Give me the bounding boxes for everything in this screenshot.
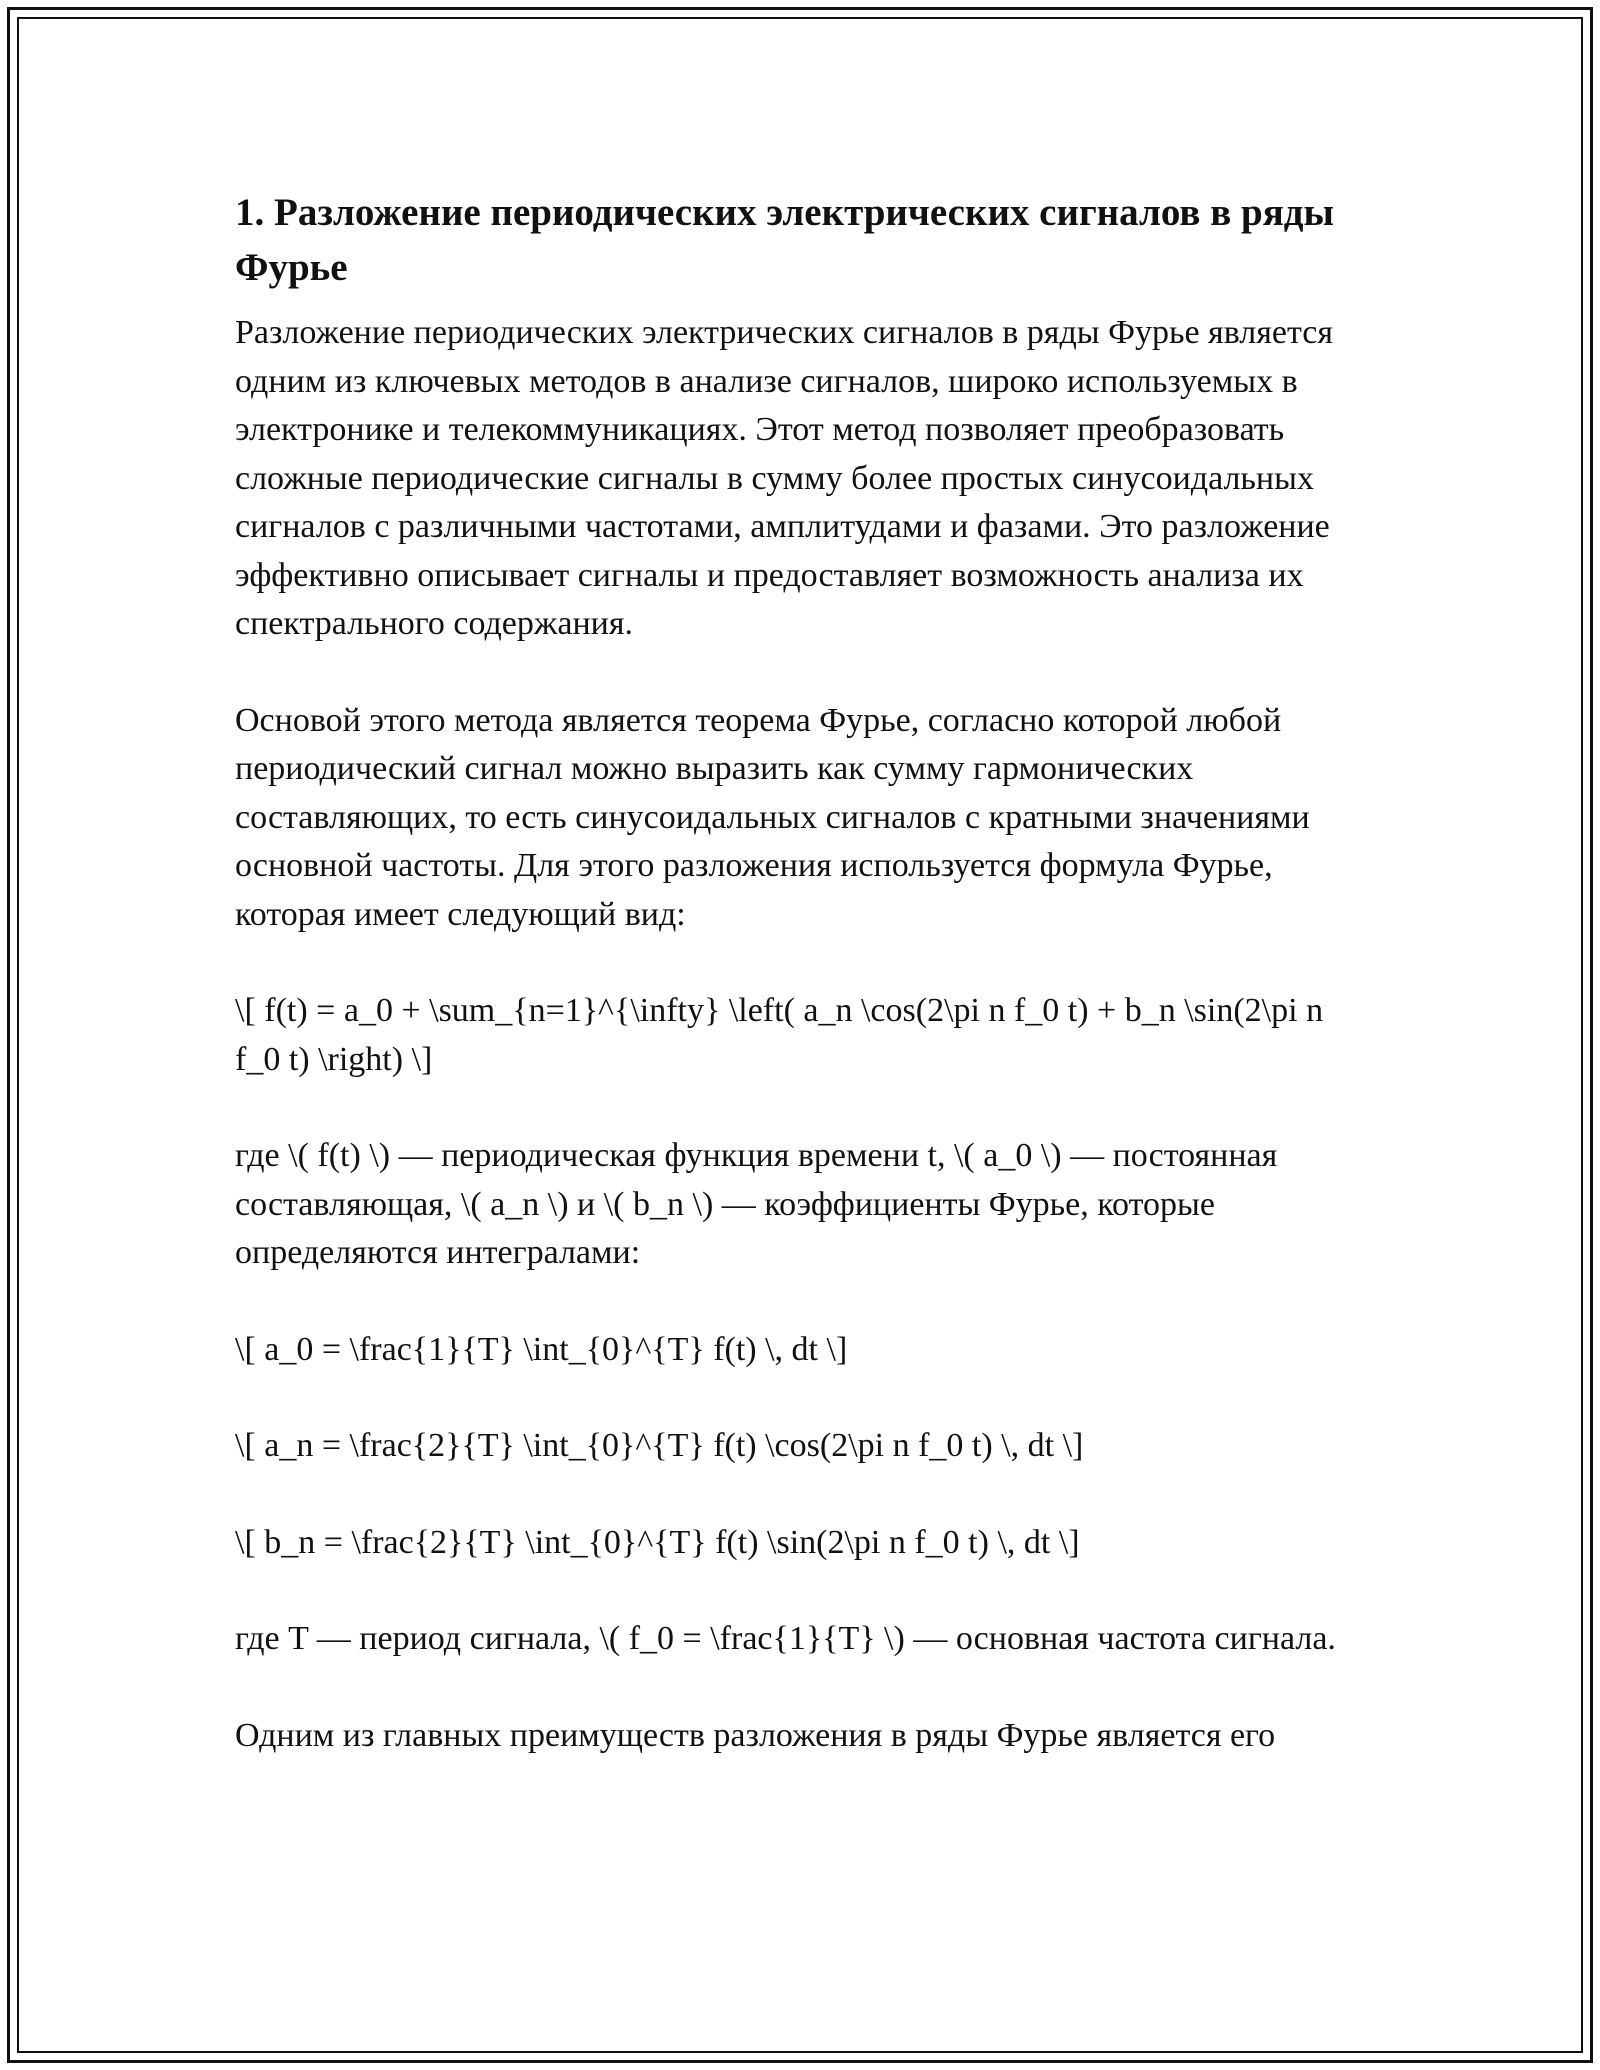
paragraph-advantages: Одним из главных преимуществ разложения в ряды Фурье является его (235, 1716, 1276, 1754)
paragraph-period: где T — период сигнала, \( f_0 = \frac{1}{T} \) — основная частота сигнала. (235, 1620, 1336, 1657)
document-body (235, 185, 1375, 1760)
formula-bn: \[ b_n = \frac{2}{T} \int_{0}^{T} f(t) \sin(2\pi n f_0 t) \, dt \] (235, 1523, 1080, 1561)
paragraph-coefficients: где \( f(t) \) — периодическая функция времени t, \( a_0 \) — постоянная составляющая, \( a_n \) и \( b_n \) — коэффициенты Фурье, которые определяются интегралами: (235, 1137, 1278, 1271)
paragraph-theorem: Основой этого метода является теорема Фурье, согласно которой любой периодический сигнал можно выразить как сумму гармонических составляющих, то есть синусоидальных сигналов с кратными значениями основной частоты. Для этого разложения используется формула Фурье, которая имеет следующий вид: (235, 701, 1310, 933)
paragraph-intro: Разложение периодических электрических сигналов в ряды Фурье является одним из ключевых методов в анализе сигналов, широко используемых в электронике и телекоммуникациях. Этот метод позволяет преобразовать сложные периодические сигналы в сумму более простых синусоидальных сигналов с различными частотами, амплитудами и фазами. Это разложение эффективно описывает сигналы и предоставляет возможность анализа их спектрального содержания. (235, 314, 1333, 642)
formula-an: \[ a_n = \frac{2}{T} \int_{0}^{T} f(t) \cos(2\pi n f_0 t) \, dt \] (235, 1427, 1084, 1464)
section-title: 1. Разложение периодических электрических сигналов в ряды Фурье (235, 191, 1334, 289)
formula-a0: \[ a_0 = \frac{1}{T} \int_{0}^{T} f(t) \, dt \] (235, 1330, 848, 1368)
formula-fourier-series: \[ f(t) = a_0 + \sum_{n=1}^{\infty} \left( a_n \cos(2\pi n f_0 t) + b_n \sin(2\pi n f_0 t) \right) \] (235, 992, 1324, 1078)
